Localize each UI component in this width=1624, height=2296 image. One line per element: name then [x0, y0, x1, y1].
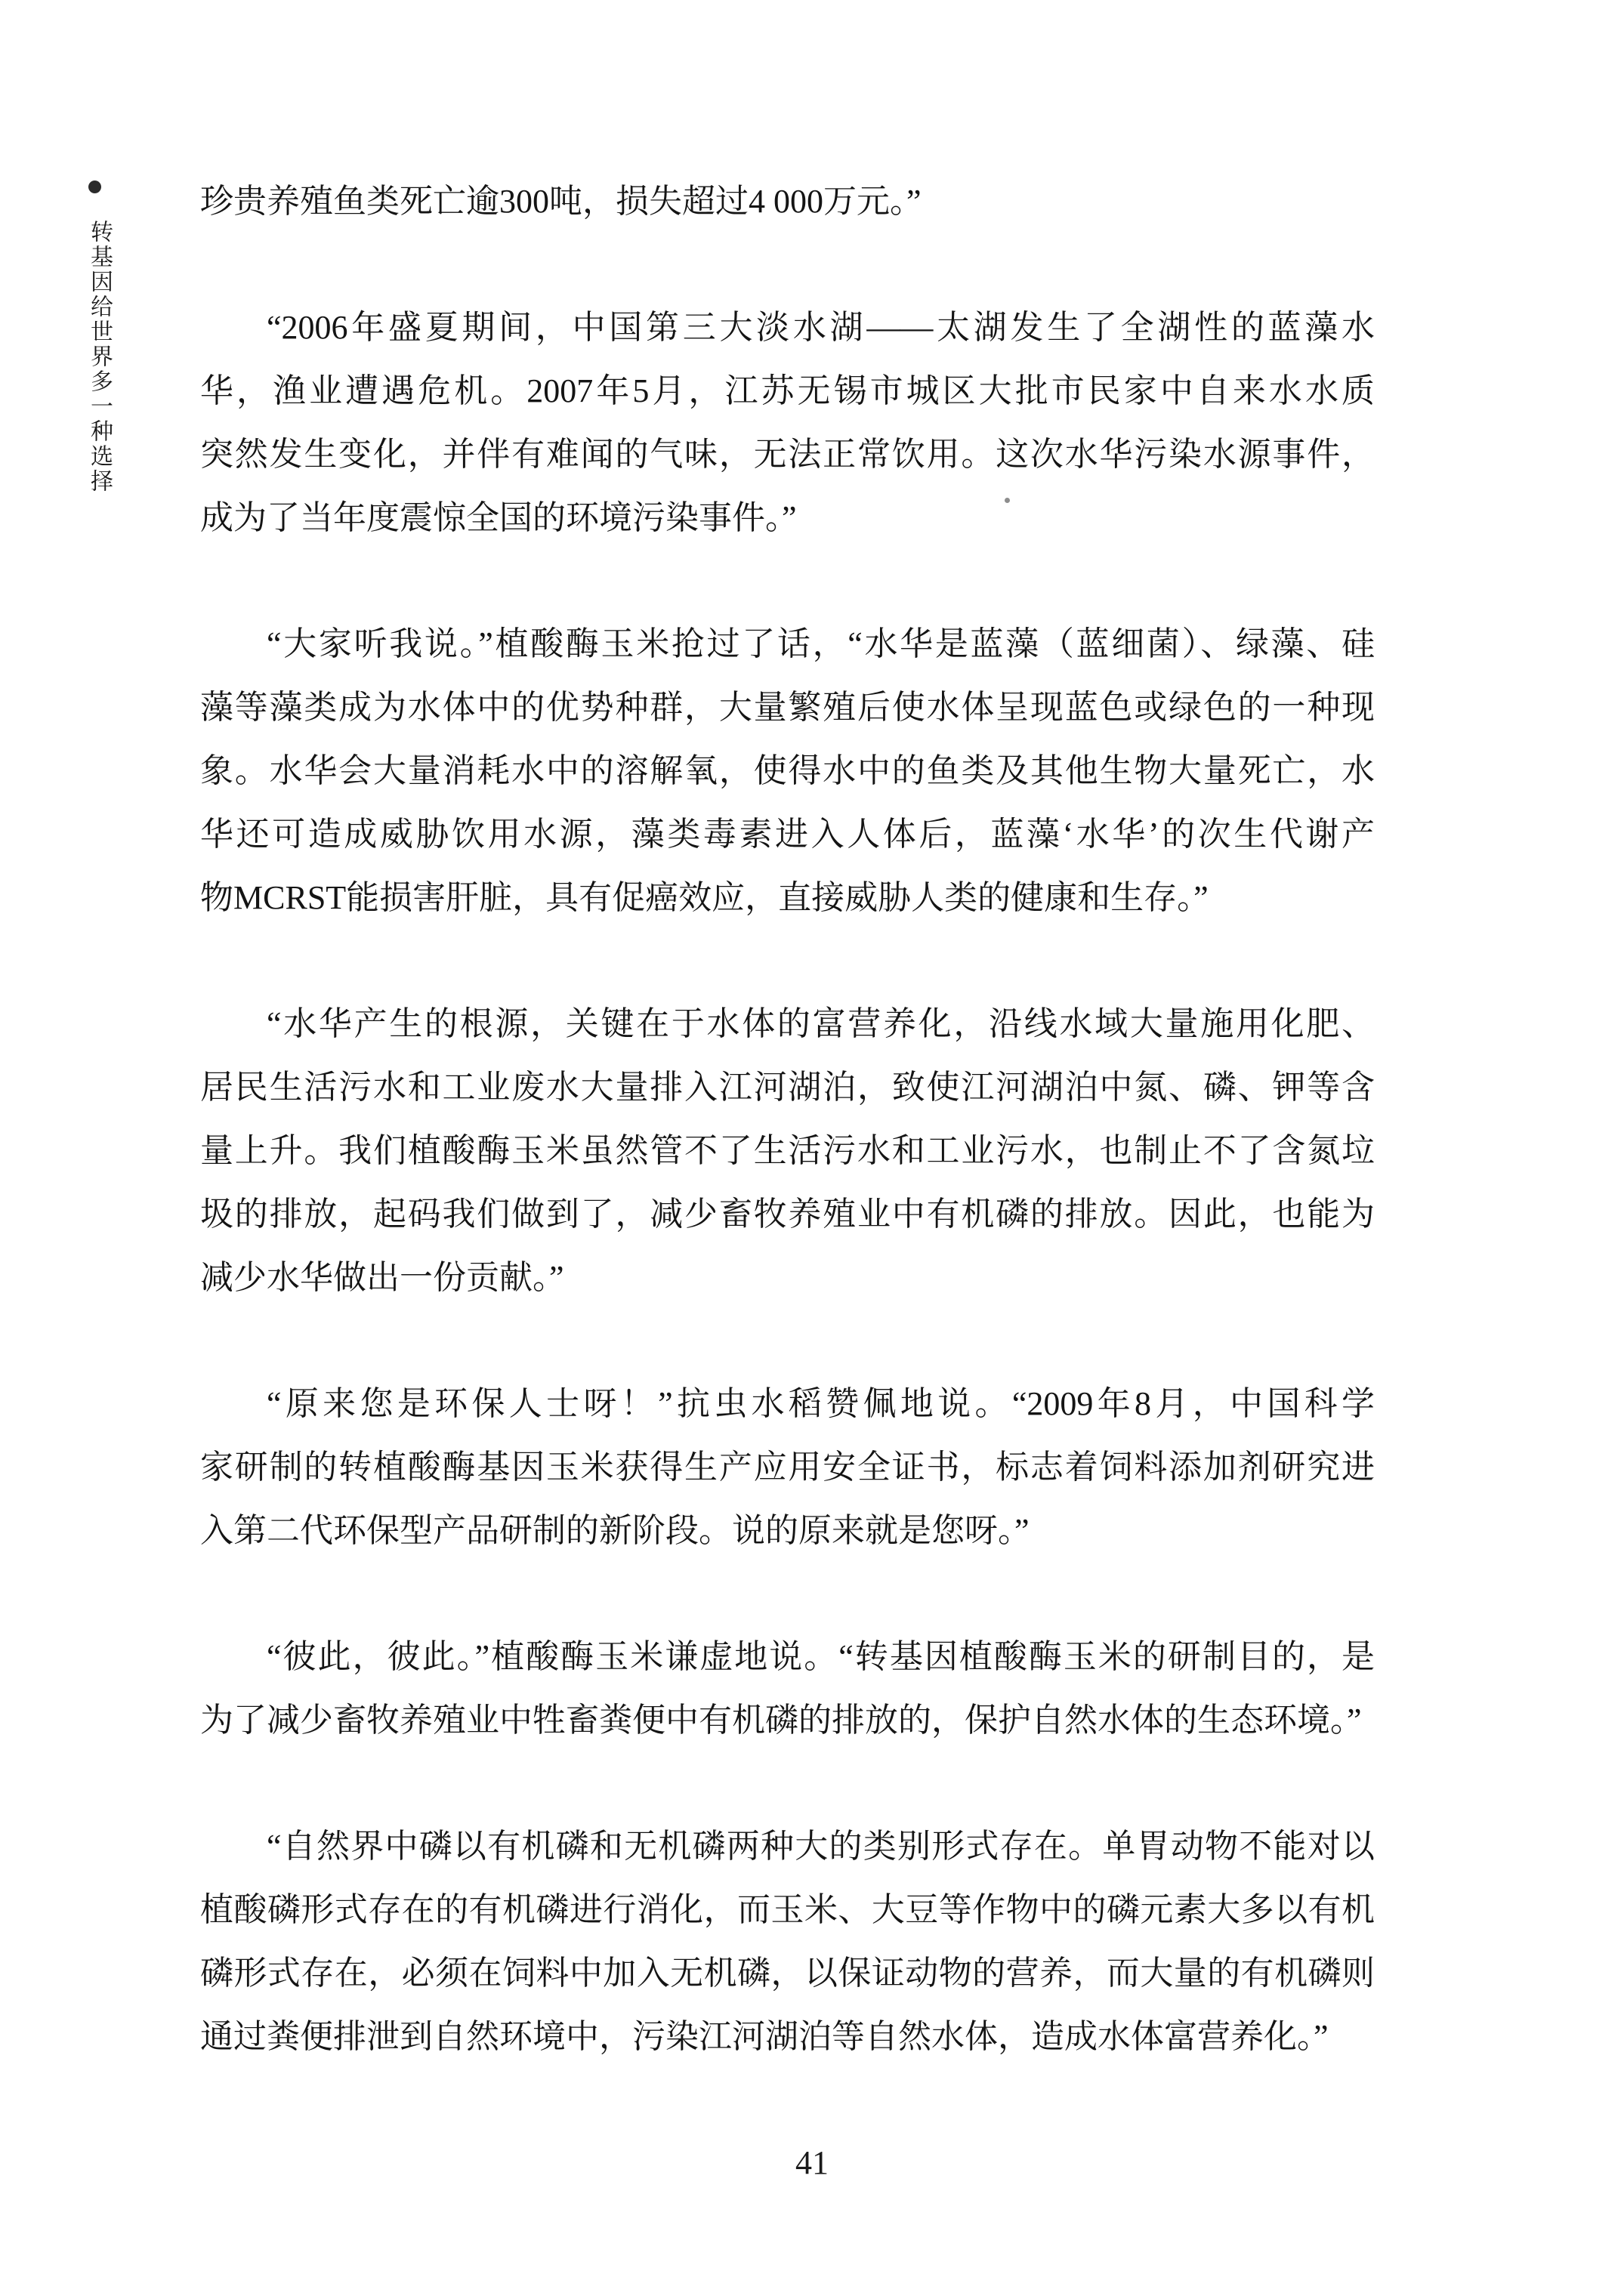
text-line: 通过粪便排泄到自然环境中，污染江河湖泊等自然水体，造成水体富营养化。”	[200, 2018, 1329, 2055]
paragraph	[200, 1372, 1375, 1563]
text-line: 藻等藻类成为水体中的优势种群，大量繁殖后使水体呈现蓝色或绿色的一种现	[200, 689, 1375, 726]
margin-bullet-icon	[88, 181, 101, 193]
paragraph	[200, 613, 1375, 930]
text-line: 量上升。我们植酸酶玉米虽然管不了生活污水和工业污水，也制止不了含氮垃	[200, 1132, 1375, 1169]
text-line: 圾的排放，起码我们做到了，减少畜牧养殖业中有机磷的排放。因此，也能为	[200, 1196, 1375, 1233]
text-line: 磷形式存在，必须在饲料中加入无机磷，以保证动物的营养，而大量的有机磷则	[200, 1955, 1375, 1992]
text-column	[200, 170, 1375, 2069]
book-title-vertical: 转基因给世界多一种选择	[87, 220, 112, 494]
paragraph	[200, 992, 1375, 1310]
text-line: 居民生活污水和工业废水大量排入江河湖泊，致使江河湖泊中氮、磷、钾等含	[200, 1069, 1375, 1106]
paragraph	[200, 296, 1375, 550]
text-line: 家研制的转植酸酶基因玉米获得生产应用安全证书，标志着饲料添加剂研究进	[200, 1449, 1375, 1486]
text-line: 华，渔业遭遇危机。2007年5月，江苏无锡市城区大批市民家中自来水水质	[200, 372, 1375, 409]
text-line: 减少水华做出一份贡献。”	[200, 1259, 564, 1296]
text-line: “自然界中磷以有机磷和无机磷两种大的类别形式存在。单胃动物不能对以	[267, 1828, 1375, 1865]
scan-speck	[1005, 498, 1010, 503]
text-line: 物MCRST能损害肝脏，具有促癌效应，直接威胁人类的健康和生存。”	[200, 879, 1209, 916]
text-line: 为了减少畜牧养殖业中牲畜粪便中有机磷的排放的，保护自然水体的生态环境。”	[200, 1702, 1362, 1739]
paragraph	[200, 1815, 1375, 2069]
text-line: “大家听我说。”植酸酶玉米抢过了话，“水华是蓝藻（蓝细菌）、绿藻、硅	[267, 625, 1375, 662]
paragraph	[200, 170, 1375, 233]
text-line: “2006年盛夏期间，中国第三大淡水湖——太湖发生了全湖性的蓝藻水	[267, 309, 1375, 346]
text-line: 植酸磷形式存在的有机磷进行消化，而玉米、大豆等作物中的磷元素大多以有机	[200, 1891, 1375, 1928]
text-line: “水华产生的根源，关键在于水体的富营养化，沿线水域大量施用化肥、	[267, 1005, 1375, 1042]
text-line: 突然发生变化，并伴有难闻的气味，无法正常饮用。这次水华污染水源事件，	[200, 436, 1375, 473]
paragraph	[200, 1625, 1375, 1752]
text-line: 入第二代环保型产品研制的新阶段。说的原来就是您呀。”	[200, 1512, 1030, 1549]
text-line: “原来您是环保人士呀！”抗虫水稻赞佩地说。“2009年8月，中国科学	[267, 1385, 1375, 1422]
text-line: 成为了当年度震惊全国的环境污染事件。”	[200, 499, 797, 536]
text-line: “彼此，彼此。”植酸酶玉米谦虚地说。“转基因植酸酶玉米的研制目的，是	[267, 1638, 1375, 1675]
text-line: 华还可造成威胁饮用水源，藻类毒素进入人体后，蓝藻‘水华’的次生代谢产	[200, 816, 1375, 853]
text-line: 珍贵养殖鱼类死亡逾300吨，损失超过4 000万元。”	[200, 183, 922, 220]
text-line: 象。水华会大量消耗水中的溶解氧，使得水中的鱼类及其他生物大量死亡，水	[200, 752, 1375, 789]
page-number: 41	[795, 2144, 829, 2181]
